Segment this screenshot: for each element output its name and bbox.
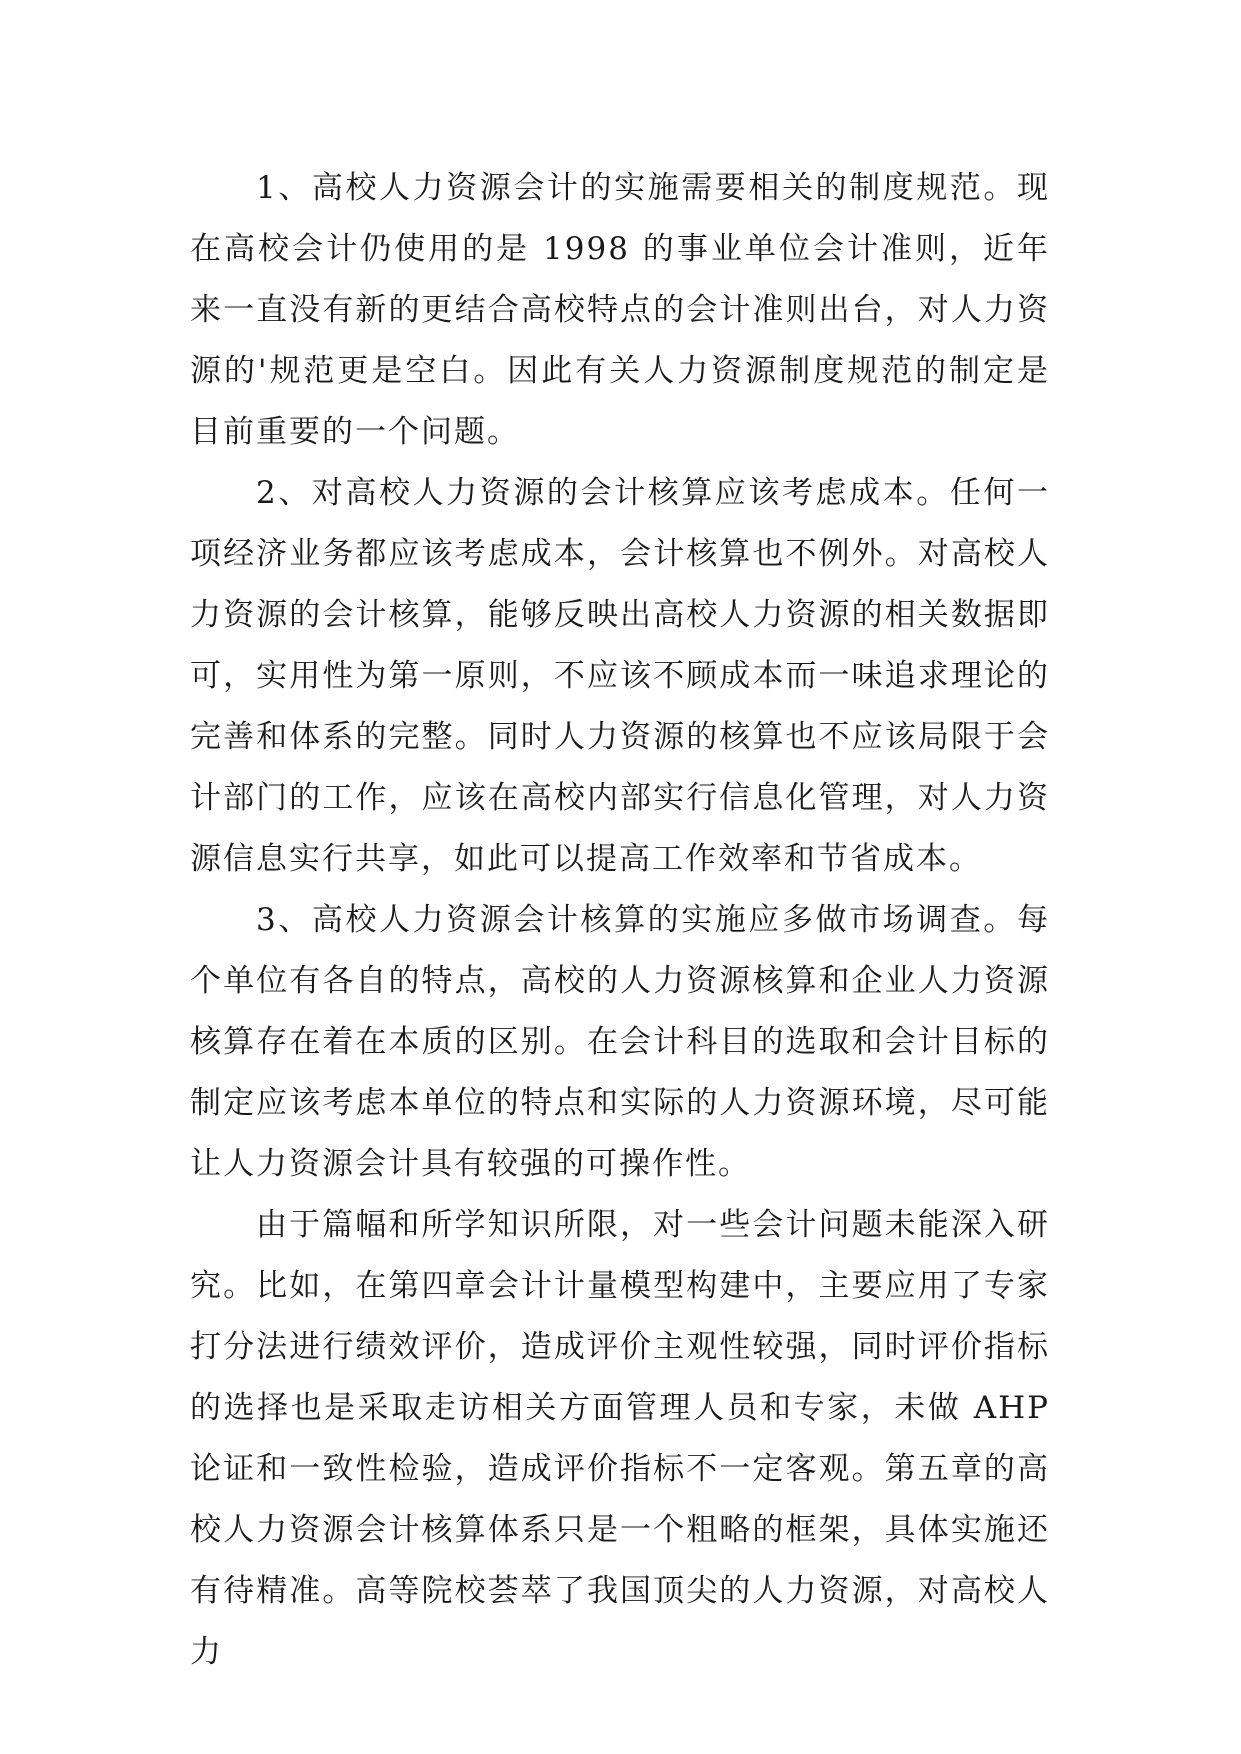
paragraph-1: 1、高校人力资源会计的实施需要相关的制度规范。现在高校会计仍使用的是 1998 的事业单位会计准则，近年来一直没有新的更结合高校特点的会计准则出台，对人力资源的'规范更是空白。因此有关人力资源制度规范的制定是目前重要的一个问题。 [190, 170, 1050, 450]
document-body [190, 158, 1050, 1683]
paragraph-4: 由于篇幅和所学知识所限，对一些会计问题未能深入研究。比如，在第四章会计计量模型构建中，主要应用了专家打分法进行绩效评价，造成评价主观性较强，同时评价指标的选择也是采取走访相关方面管理人员和专家，未做 AHP 论证和一致性检验，造成评价指标不一定客观。第五章的高校人力资源会计核算体系只是一个粗略的框架，具体实施还有待精准。高等院校荟萃了我国顶尖的人力资源，对高校人力 [190, 1207, 1050, 1670]
paragraph-3: 3、高校人力资源会计核算的实施应多做市场调查。每个单位有各自的特点，高校的人力资源核算和企业人力资源核算存在着在本质的区别。在会计科目的选取和会计目标的制定应该考虑本单位的特点和实际的人力资源环境，尽可能让人力资源会计具有较强的可操作性。 [190, 902, 1050, 1182]
paragraph-2: 2、对高校人力资源的会计核算应该考虑成本。任何一项经济业务都应该考虑成本，会计核算也不例外。对高校人力资源的会计核算，能够反映出高校人力资源的相关数据即可，实用性为第一原则，不应该不顾成本而一味追求理论的完善和体系的完整。同时人力资源的核算也不应该局限于会计部门的工作，应该在高校内部实行信息化管理，对人力资源信息实行共享，如此可以提高工作效率和节省成本。 [190, 475, 1050, 877]
